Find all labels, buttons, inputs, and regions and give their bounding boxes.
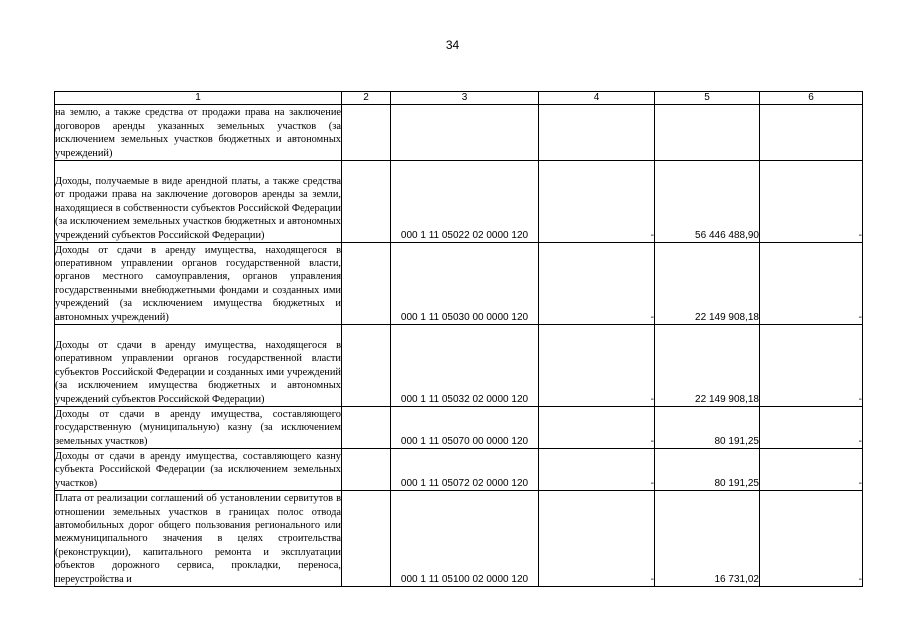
row-col4: -	[539, 243, 655, 325]
row-description: Плата от реализации соглашений об установлении сервитутов в отношении земельных участков в границах полос отвода автомобильных дорог общего пользования регионального или межмуниципального значения в целях строительства (реконструкции), капитального ремонта и эксплуатации объектов дорожного сервиса, прокладки, переноса, переустройства и	[55, 491, 342, 587]
row-budget-code: 000 1 11 05100 02 0000 120	[391, 491, 539, 587]
row-amount: 56 446 488,90	[655, 161, 760, 243]
column-header-1: 1	[55, 92, 342, 105]
row-col6: -	[760, 161, 863, 243]
row-budget-code: 000 1 11 05030 00 0000 120	[391, 243, 539, 325]
row-col4: -	[539, 407, 655, 449]
row-amount: 80 191,25	[655, 407, 760, 449]
row-description: Доходы, получаемые в виде арендной платы, а также средства от продажи права на заключение договоров аренды за земли, находящиеся в собственности субъектов Российской Федерации (за исключением земельных участков бюджетных и автономных учреждений субъектов Российской Федерации)	[55, 161, 342, 243]
row-amount: 22 149 908,18	[655, 325, 760, 407]
row-budget-code: 000 1 11 05032 02 0000 120	[391, 325, 539, 407]
row-col2	[342, 325, 391, 407]
row-amount: 16 731,02	[655, 491, 760, 587]
row-col4: -	[539, 491, 655, 587]
revenue-table	[54, 91, 863, 587]
row-amount	[655, 105, 760, 161]
row-col2	[342, 449, 391, 491]
table-row	[55, 491, 863, 587]
row-amount: 80 191,25	[655, 449, 760, 491]
row-description: Доходы от сдачи в аренду имущества, составляющего казну субъекта Российской Федерации (за исключением земельных участков)	[55, 449, 342, 491]
row-col6: -	[760, 449, 863, 491]
row-budget-code: 000 1 11 05070 00 0000 120	[391, 407, 539, 449]
column-header-2: 2	[342, 92, 391, 105]
row-col2	[342, 407, 391, 449]
column-header-4: 4	[539, 92, 655, 105]
table-row	[55, 325, 863, 407]
row-col2	[342, 243, 391, 325]
row-amount: 22 149 908,18	[655, 243, 760, 325]
row-description: Доходы от сдачи в аренду имущества, составляющего государственную (муниципальную) казну (за исключением земельных участков)	[55, 407, 342, 449]
page-number: 34	[445, 38, 460, 52]
row-budget-code: 000 1 11 05072 02 0000 120	[391, 449, 539, 491]
table-header-row	[55, 92, 863, 105]
column-header-5: 5	[655, 92, 760, 105]
row-col6: -	[760, 325, 863, 407]
row-col4: -	[539, 449, 655, 491]
column-header-6: 6	[760, 92, 863, 105]
row-col4: -	[539, 161, 655, 243]
row-description: Доходы от сдачи в аренду имущества, находящегося в оперативном управлении органов государственной власти, органов местного самоуправления, органов управления государственными внебюджетными фондами и созданных ими учреждений (за исключением имущества бюджетных и автономных учреждений)	[55, 243, 342, 325]
table-row	[55, 243, 863, 325]
row-col6: -	[760, 407, 863, 449]
row-budget-code: 000 1 11 05022 02 0000 120	[391, 161, 539, 243]
row-description: Доходы от сдачи в аренду имущества, находящегося в оперативном управлении органов государственной власти субъектов Российской Федерации и созданных ими учреждений (за исключением имущества бюджетных и автономных учреждений субъектов Российской Федерации)	[55, 325, 342, 407]
table-row	[55, 161, 863, 243]
row-col6: -	[760, 491, 863, 587]
row-col4: -	[539, 325, 655, 407]
row-col6	[760, 105, 863, 161]
table-row	[55, 105, 863, 161]
row-col2	[342, 491, 391, 587]
row-description: на землю, а также средства от продажи права на заключение договоров аренды указанных земельных участков (за исключением земельных участков бюджетных и автономных учреждений)	[55, 105, 342, 161]
row-budget-code	[391, 105, 539, 161]
row-col2	[342, 105, 391, 161]
row-col2	[342, 161, 391, 243]
column-header-3: 3	[391, 92, 539, 105]
row-col4	[539, 105, 655, 161]
row-col6: -	[760, 243, 863, 325]
table-row	[55, 449, 863, 491]
table-row	[55, 407, 863, 449]
